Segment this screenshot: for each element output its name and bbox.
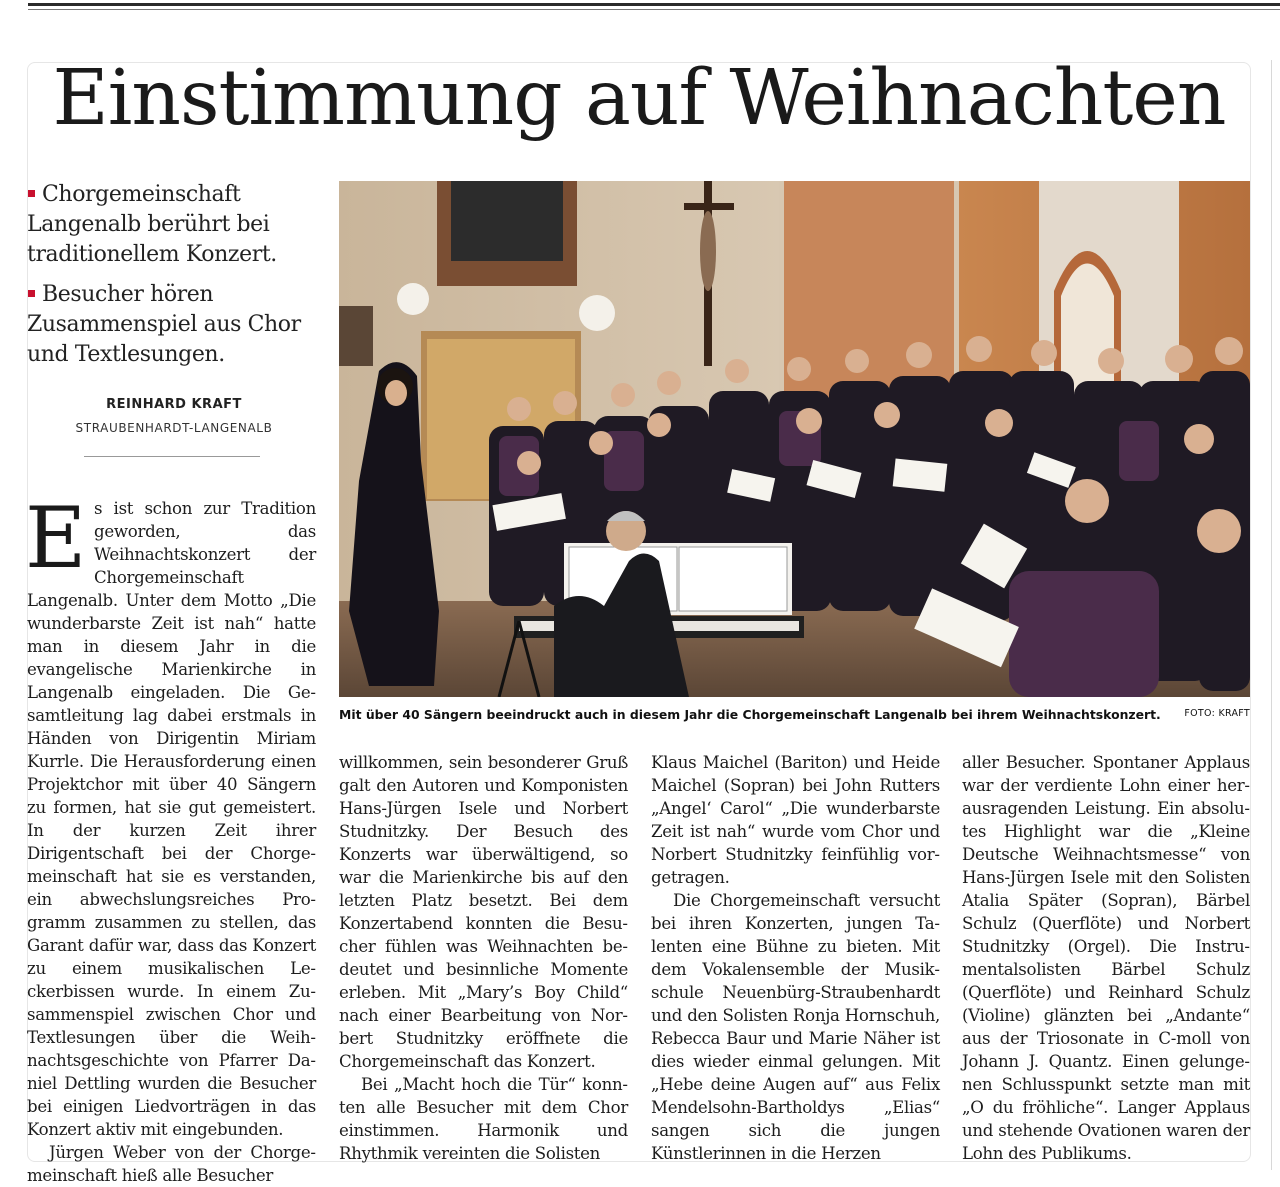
photo-credit: FOTO: KRAFT (1184, 708, 1250, 719)
drop-cap: E (25, 489, 87, 587)
article-column-2 (339, 751, 628, 1165)
page-edge (1271, 60, 1280, 1170)
author-location: STRAUBENHARDT-LANGENALB (75, 421, 273, 435)
top-rule-thin (28, 9, 1280, 10)
article-paragraph: aller Besucher. Spontaner Applaus war der verdiente Lohn einer herausragenden Leistung. Ein absolutes Highlight war die „Kleine Deutsche Weihnachtsmesse“ von Hans-Jürgen Isele mit den Solisten Atalia Später (Sopran), Bärbel Schulz (Querflöte) und Norbert Studnitzky (Orgel). Die Instrumentalsolisten Bärbel Schulz (Querflöte) und Reinhard Schulz (Violine) glänzten bei „Andante“ aus der Triosonate in C-moll von Johann J. Quantz. Einen gelungenen Schlusspunkt setzte man mit „O du fröhliche“. Langer Applaus und stehende Ovationen waren der Lohn des Publikums. (962, 753, 1250, 1163)
article-photo (339, 181, 1250, 697)
choir-concert-photo (339, 181, 1250, 697)
summary-bullet-text: Chorgemeinschaft Langenalb berührt bei traditionellem Konzert. (27, 182, 277, 267)
bullet-square-icon (28, 190, 35, 197)
summary-bullet-text: Besucher hören Zusammenspiel aus Chor und Textlesungen. (27, 282, 301, 367)
author-name: REINHARD KRAFT (106, 397, 242, 412)
article-paragraph: s ist schon zur Tradition geworden, das Weihnachtskonzert der Chorgemeinschaft Langenalb. Unter dem Motto „Die wunderbarste Zeit ist nah“ hatte man in diesem Jahr in die evangelische Marienkirche in Langenalb eingeladen. Die Gesamtleitung lag dabei erstmals in Händen von Dirigentin Miriam Kurrle. Die Herausforderung einen Projektchor mit über 40 Sängern zu formen, hat sie gut gemeistert. In der kurzen Zeit ihrer Dirigentschaft bei der Chorgemeinschaft hat sie es verstanden, ein abwechslungsreiches Programm zusammen zu stellen, das Garant dafür war, dass das Konzert zu einem musikalischen Leckerbissen wurde. In einem Zusammenspiel zwischen Chor und Textlesungen über die Weihnachtsgeschichte von Pfarrer Daniel Dettling wurden die Besucher bei einigen Liedvorträgen in das Konzert aktiv mit eingebunden. (27, 499, 316, 1139)
article-paragraph: Jürgen Weber von der Chorgemeinschaft hieß alle Besucher (27, 1143, 316, 1185)
article-column-4 (962, 751, 1250, 1165)
headline: Einstimmung auf Weihnachten (52, 54, 1226, 143)
top-rule (28, 3, 1280, 6)
bullet-square-icon (28, 290, 35, 297)
article-paragraph: Die Chorgemeinschaft versucht bei ihren Konzerten, jungen Talenten eine Bühne zu bieten. Mit dem Vokalensemble der Musikschule Neuenbürg-Straubenhardt und den Solisten Ronja Hornschuh, Rebecca Baur und Marie Näher ist dies wieder einmal gelungen. Mit „Hebe deine Augen auf“ aus Felix Mendelsohn-Bartholdys „Elias“ sangen sich die jungen Künstlerinnen in die Herzen (651, 891, 940, 1163)
article-paragraph: Klaus Maichel (Bariton) und Heide Maichel (Sopran) bei John Rutters „Angel‘ Carol“ „Die wunderbarste Zeit ist nah“ wurde vom Chor und Norbert Studnitzky feinfühlig vorgetragen. (651, 753, 940, 887)
summary-bullets (27, 180, 317, 380)
caption-text: Mit über 40 Sängern beeindruckt auch in diesem Jahr die Chorgemeinschaft Langenalb bei ihrem Weihnachtskonzert. (339, 707, 1161, 722)
byline-divider (84, 456, 260, 457)
summary-bullet (27, 280, 317, 370)
photo-caption (339, 707, 1250, 725)
summary-bullet (27, 180, 317, 270)
article-column-3 (651, 751, 940, 1165)
article-paragraph: willkommen, sein besonderer Gruß galt den Autoren und Komponisten Hans-Jürgen Isele und Norbert Studnitzky. Der Besuch des Konzerts war überwältigend, so war die Marienkirche bis auf den letzten Platz besetzt. Bei dem Konzertabend konnten die Besucher fühlen was Weihnachten bedeutet und besinnliche Momente erleben. Mit „Mary’s Boy Child“ nach einer Bearbeitung von Norbert Studnitzky eröffnete die Chorgemeinschaft das Konzert. (339, 753, 628, 1071)
article-paragraph: Bei „Macht hoch die Tür“ konnten alle Besucher mit dem Chor einstimmen. Harmonik und Rhythmik vereinten die Solisten (339, 1075, 628, 1163)
article-column-1 (25, 489, 316, 1187)
